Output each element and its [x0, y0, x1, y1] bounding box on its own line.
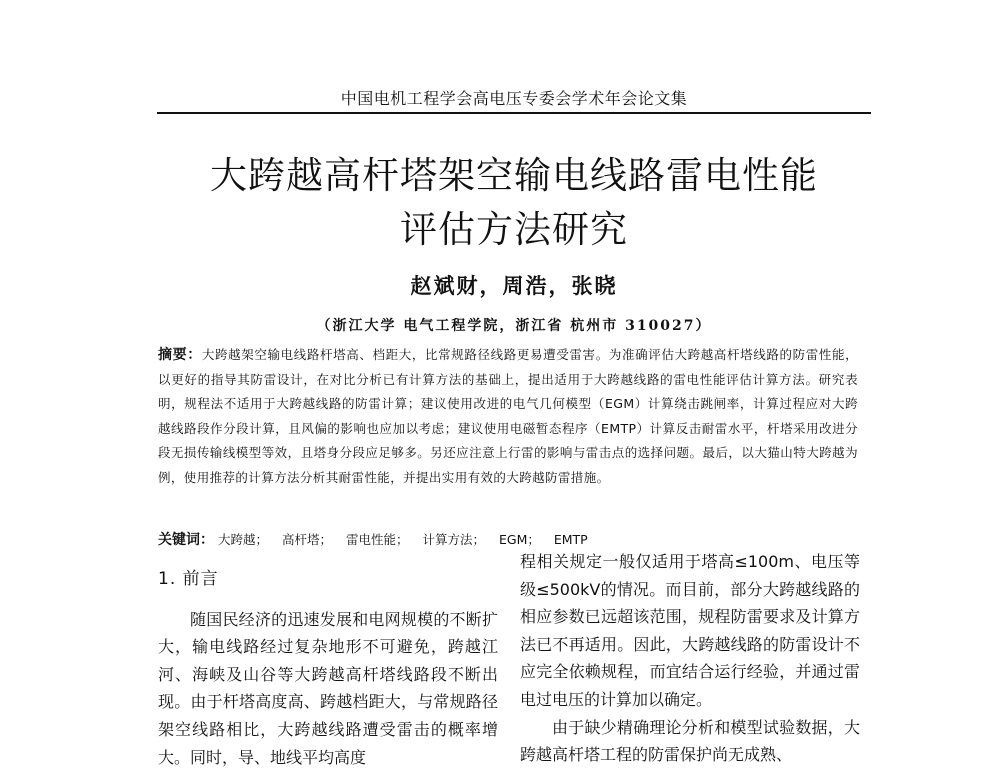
section-heading: 1. 前言: [158, 569, 219, 589]
body-paragraph: 程相关规定一般仅适用于塔高≤100m、电压等级≤500kV的情况。而目前，部分大跨越线路的相应参数已远超该范围，规程防雷要求及计算方法已不再适用。因此，大跨越线路的防雷设计不应完全依赖规程，而宜结合运行经验，并通过雷电过电压的计算加以确定。: [520, 552, 860, 709]
body-paragraph: 由于缺少精确理论分析和模型试验数据，大跨越高杆塔工程的防雷保护尚无成熟、: [520, 717, 860, 765]
keyword: 高杆塔；: [281, 532, 332, 547]
running-header: 中国电机工程学会高电压专委会学术年会论文集: [340, 89, 688, 108]
left-column: [158, 566, 498, 771]
authors: 赵斌财，周浩，张晓: [410, 273, 618, 298]
keyword: 雷电性能；: [345, 532, 409, 547]
right-column: [520, 548, 860, 769]
abstract-label: 摘要：: [158, 347, 202, 363]
body-paragraph: 随国民经济的迅速发展和电网规模的不断扩大，输电线路经过复杂地形不可避免，跨越江河、海峡及山谷等大跨越高杆塔线路段不断出现。由于杆塔高度高、跨越档距大，与常规路径架空线路相比，大跨越线路遭受雷击的概率增大。同时，导、地线平均高度: [158, 609, 498, 767]
paper-title-line-2: 评估方法研究: [400, 208, 628, 251]
abstract: [158, 343, 858, 490]
keyword: EMTP: [553, 532, 588, 547]
keyword: 大跨越；: [217, 532, 268, 547]
keywords: [158, 529, 858, 549]
keywords-label: 关键词：: [158, 532, 214, 548]
abstract-text: 大跨越架空输电线路杆塔高、档距大，比常规路径线路更易遭受雷害。为准确评估大跨越高杆塔线路的防雷性能，以更好的指导其防雷设计，在对比分析已有计算方法的基础上，提出适用于大跨越线路的雷电性能评估计算方法。研究表明，规程法不适用于大跨越线路的防雷计算；建议使用改进的电气几何模型（EGM）计算绕击跳闸率，计算过程应对大跨越线路段作分段计算，且风偏的影响也应加以考虑；建议使用电磁暂态程序（EMTP）计算反击耐雷水平，杆塔采用改进分段无损传输线模型等效，且塔身分段应足够多。另还应注意上行雷的影响与雷击点的选择问题。最后，以大猫山特大跨越为例，使用推荐的计算方法分析其耐雷性能，并提出实用有效的大跨越防雷措施。: [158, 347, 858, 485]
header-rule: [157, 112, 871, 114]
paper-title-line-1: 大跨越高杆塔架空输电线路雷电性能: [210, 154, 818, 197]
keyword: 计算方法；: [422, 532, 485, 547]
affiliation: （浙江大学 电气工程学院，浙江省 杭州市 310027）: [316, 318, 712, 334]
keyword: EGM；: [498, 532, 540, 547]
